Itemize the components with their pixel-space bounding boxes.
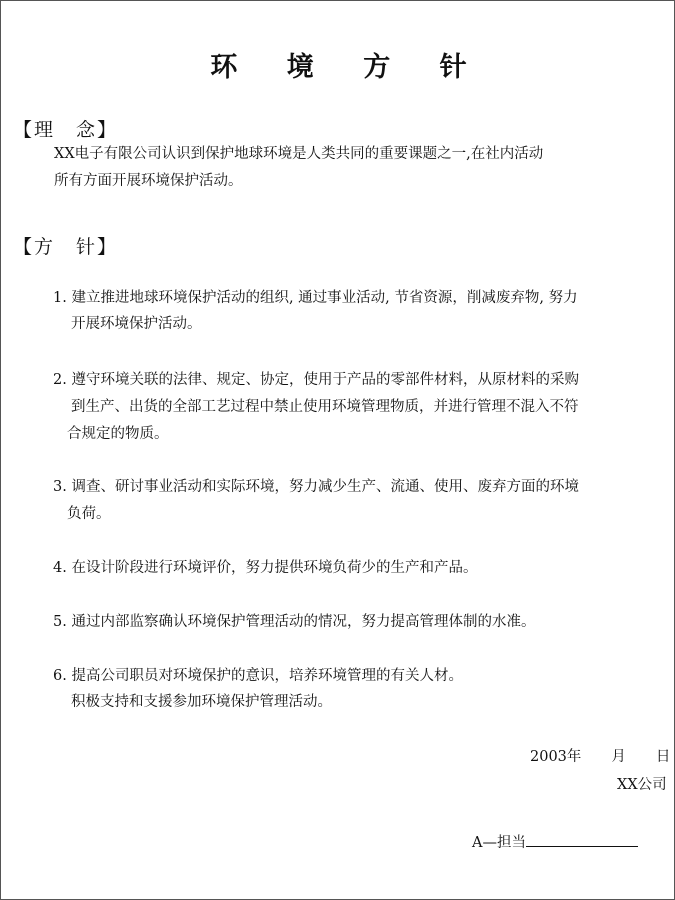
signature-blank-line bbox=[526, 832, 638, 847]
philosophy-line: 所有方面开展环境保护活动。 bbox=[54, 173, 243, 189]
policy-item-6-line: 6. 提高公司职员对环境保护的意识，培养环境管理的有关人材。 bbox=[53, 668, 463, 684]
signature-person bbox=[472, 831, 638, 852]
philosophy-line: XX电子有限公司认识到保护地球环境是人类共同的重要课题之一,在社内活动 bbox=[54, 146, 544, 162]
philosophy-heading: 【理 念】 bbox=[13, 119, 119, 141]
policy-heading: 【方 针】 bbox=[13, 236, 119, 258]
policy-item-1-line: 开展环境保护活动。 bbox=[71, 316, 202, 332]
policy-item-2-line: 合规定的物质。 bbox=[67, 426, 169, 442]
signature-month: 月 bbox=[611, 749, 626, 765]
policy-item-4-line: 4. 在设计阶段进行环境评价，努力提供环境负荷少的生产和产品。 bbox=[53, 560, 478, 576]
policy-item-2-line: 2. 遵守环境关联的法律、规定、协定，使用于产品的零部件材料，从原材料的采购 bbox=[53, 372, 579, 388]
signature-year: 2003年 bbox=[530, 749, 582, 765]
signature-person-label: A—担当 bbox=[472, 835, 526, 851]
signature-company: XX公司 bbox=[617, 777, 667, 793]
policy-item-3-line: 负荷。 bbox=[67, 506, 111, 522]
policy-item-5-line: 5. 通过内部监察确认环境保护管理活动的情况，努力提高管理体制的水准。 bbox=[53, 614, 536, 630]
signature-date bbox=[530, 745, 670, 766]
policy-item-6-line: 积极支持和支援参加环境保护管理活动。 bbox=[71, 694, 332, 710]
document-title: 环 境 方 针 bbox=[210, 52, 487, 83]
signature-day: 日 bbox=[655, 749, 671, 765]
policy-item-3-line: 3. 调查、研讨事业活动和实际环境，努力减少生产、流通、使用、废弃方面的环境 bbox=[53, 479, 579, 495]
policy-item-2-line: 到生产、出货的全部工艺过程中禁止使用环境管理物质，并进行管理不混入不符 bbox=[71, 399, 579, 415]
policy-item-1-line: 1. 建立推进地球环境保护活动的组织, 通过事业活动, 节省资源，削减废弃物, 努力 bbox=[53, 290, 578, 306]
